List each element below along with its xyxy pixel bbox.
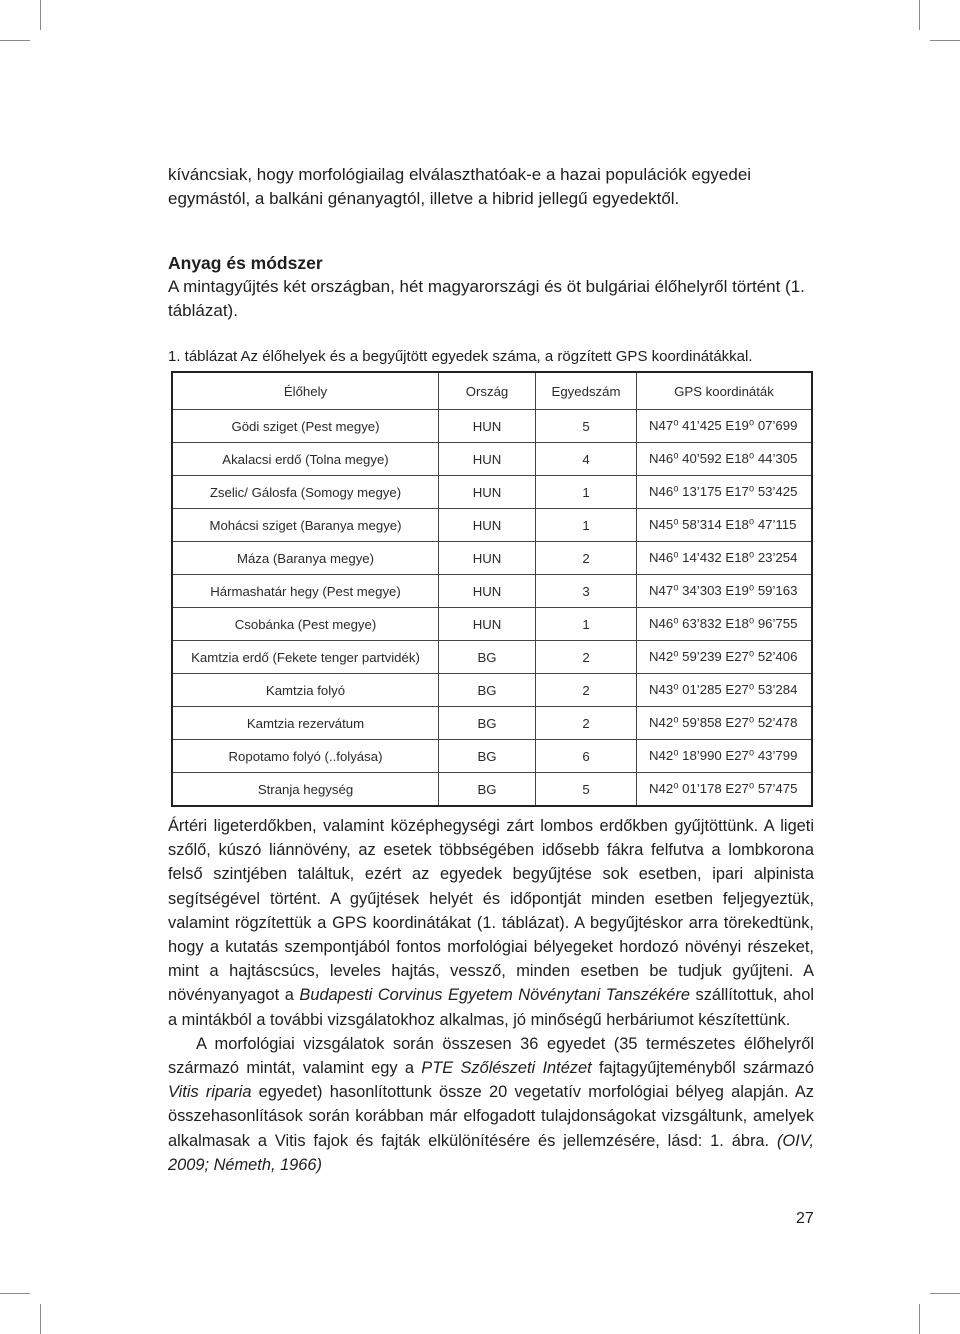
p2-italic-species: Vitis riparia bbox=[168, 1083, 252, 1102]
paragraph-morphology bbox=[168, 1032, 814, 1177]
header-count: Egyedszám bbox=[536, 372, 637, 410]
cell-site: Zselic/ Gálosfa (Somogy megye) bbox=[172, 476, 439, 509]
habitat-table bbox=[171, 371, 813, 807]
table-row bbox=[172, 410, 812, 443]
p1-italic-dept: Budapesti Corvinus Egyetem Növénytani Tanszékére bbox=[299, 986, 690, 1005]
cell-gps: N46⁰ 63’832 E18⁰ 96’755 bbox=[637, 608, 813, 641]
cell-gps: N42⁰ 59’858 E27⁰ 52’478 bbox=[637, 707, 813, 740]
table-row bbox=[172, 740, 812, 773]
cell-site: Ropotamo folyó (..folyása) bbox=[172, 740, 439, 773]
header-country: Ország bbox=[439, 372, 536, 410]
cell-country: HUN bbox=[439, 509, 536, 542]
table-header-row bbox=[172, 372, 812, 410]
crop-mark bbox=[930, 40, 960, 41]
cell-count: 5 bbox=[536, 773, 637, 807]
p2-italic-institute: PTE Szőlészeti Intézet bbox=[421, 1059, 592, 1078]
cell-gps: N42⁰ 59’239 E27⁰ 52’406 bbox=[637, 641, 813, 674]
cell-site: Csobánka (Pest megye) bbox=[172, 608, 439, 641]
cell-gps: N45⁰ 58’314 E18⁰ 47’115 bbox=[637, 509, 813, 542]
cell-gps: N42⁰ 18’990 E27⁰ 43’799 bbox=[637, 740, 813, 773]
page-number: 27 bbox=[796, 1210, 814, 1227]
cell-count: 2 bbox=[536, 707, 637, 740]
table-row bbox=[172, 575, 812, 608]
cell-site: Kamtzia erdő (Fekete tenger partvidék) bbox=[172, 641, 439, 674]
crop-mark bbox=[0, 40, 30, 41]
cell-count: 4 bbox=[536, 443, 637, 476]
cell-count: 3 bbox=[536, 575, 637, 608]
cell-count: 6 bbox=[536, 740, 637, 773]
cell-site: Hármashatár hegy (Pest megye) bbox=[172, 575, 439, 608]
table-row bbox=[172, 542, 812, 575]
p1-text-a: Ártéri ligeterdőkben, valamint középhegységi zárt lombos erdőkben gyűjtöttünk. A ligeti szőlő, kúszó liánnövény, az esetek többségében idősebb fákra felfutva a lombkorona felső szintjében találtuk, ezért az egyedek begyűjtése sok esetben, ipari alpinista segítségével történt. A gyűjtések helyét és időpontját minden esetben feljegyeztük, valamint rögzítettük a GPS koordinátákat (1. táblázat). A begyűjtéskor arra törekedtünk, hogy a kutatás szempontjából fontos morfológiai bélyegeket hordozó növényi részeket, mint a hajtáscsúcs, leveles hajtás, vessző, minden esetben be tudjuk gyűjteni. A növényanyagot a bbox=[168, 817, 814, 1005]
p2-italic-citation: (OIV, 2009; Németh, 1966) bbox=[168, 1131, 814, 1174]
cell-gps: N43⁰ 01’285 E27⁰ 53’284 bbox=[637, 674, 813, 707]
cell-site: Máza (Baranya megye) bbox=[172, 542, 439, 575]
table-row bbox=[172, 509, 812, 542]
cell-country: HUN bbox=[439, 476, 536, 509]
cell-site: Gödi sziget (Pest megye) bbox=[172, 410, 439, 443]
section-heading: Anyag és módszer bbox=[168, 253, 323, 273]
table-row bbox=[172, 476, 812, 509]
cell-gps: N46⁰ 14’432 E18⁰ 23’254 bbox=[637, 542, 813, 575]
cell-gps: N47⁰ 41’425 E19⁰ 07’699 bbox=[637, 410, 813, 443]
cell-gps: N46⁰ 40’592 E18⁰ 44’305 bbox=[637, 443, 813, 476]
cell-count: 2 bbox=[536, 674, 637, 707]
header-site: Élőhely bbox=[172, 372, 439, 410]
p2-text-b: fajtagyűjteményből származó bbox=[591, 1059, 814, 1078]
table-row bbox=[172, 443, 812, 476]
cell-count: 5 bbox=[536, 410, 637, 443]
cell-gps: N46⁰ 13’175 E17⁰ 53’425 bbox=[637, 476, 813, 509]
crop-mark bbox=[930, 1293, 960, 1294]
cell-country: BG bbox=[439, 674, 536, 707]
table-row bbox=[172, 674, 812, 707]
crop-mark bbox=[919, 1304, 920, 1334]
cell-site: Akalacsi erdő (Tolna megye) bbox=[172, 443, 439, 476]
cell-count: 2 bbox=[536, 641, 637, 674]
method-paragraph: A mintagyűjtés két országban, hét magyarországi és öt bulgáriai élőhelyről történt (1. táblázat). bbox=[168, 277, 805, 320]
crop-mark bbox=[40, 1304, 41, 1334]
cell-country: HUN bbox=[439, 542, 536, 575]
cell-site: Mohácsi sziget (Baranya megye) bbox=[172, 509, 439, 542]
cell-country: BG bbox=[439, 773, 536, 807]
cell-country: BG bbox=[439, 641, 536, 674]
header-gps: GPS koordináták bbox=[637, 372, 813, 410]
table-caption: 1. táblázat Az élőhelyek és a begyűjtött egyedek száma, a rögzített GPS koordinátákkal. bbox=[168, 348, 753, 365]
body-text bbox=[168, 814, 814, 1177]
cell-count: 1 bbox=[536, 476, 637, 509]
cell-site: Kamtzia folyó bbox=[172, 674, 439, 707]
crop-mark bbox=[0, 1293, 30, 1294]
cell-country: HUN bbox=[439, 410, 536, 443]
table-row bbox=[172, 641, 812, 674]
cell-country: HUN bbox=[439, 608, 536, 641]
crop-mark bbox=[919, 0, 920, 30]
crop-mark bbox=[40, 0, 41, 30]
cell-count: 1 bbox=[536, 608, 637, 641]
cell-country: BG bbox=[439, 740, 536, 773]
intro-paragraph: kíváncsiak, hogy morfológiailag elválaszthatóak-e a hazai populációk egyedei egymástól, a balkáni génanyagtól, illetve a hibrid jellegű egyedektől. bbox=[168, 165, 752, 208]
table-row bbox=[172, 707, 812, 740]
cell-country: BG bbox=[439, 707, 536, 740]
cell-country: HUN bbox=[439, 443, 536, 476]
table-row bbox=[172, 773, 812, 807]
p1-text-b: szállítottuk, ahol a mintákból a további vizsgálatokhoz alkalmas, jó minőségű herbáriumot készítettünk. bbox=[168, 986, 815, 1029]
p2-text-a: A morfológiai vizsgálatok során összesen 36 egyedet (35 természetes élőhelyről származó mintát, valamint egy a bbox=[168, 1034, 814, 1078]
cell-gps: N47⁰ 34’303 E19⁰ 59’163 bbox=[637, 575, 813, 608]
cell-count: 2 bbox=[536, 542, 637, 575]
cell-site: Stranja hegység bbox=[172, 773, 439, 807]
cell-gps: N42⁰ 01’178 E27⁰ 57’475 bbox=[637, 773, 813, 807]
paragraph-collection bbox=[168, 814, 814, 1032]
cell-country: HUN bbox=[439, 575, 536, 608]
table-body bbox=[172, 410, 812, 807]
table-row bbox=[172, 608, 812, 641]
cell-count: 1 bbox=[536, 509, 637, 542]
p2-text-c: egyedet) hasonlítottunk össze 20 vegetatív morfológiai bélyeg alapján. Az összehasonlítások során korábban már elfogadott tulajdonságokat vizsgáltunk, amelyek alkalmasak a Vitis fajok és fajták elkülönítésére és jellemzésére, lásd: 1. ábra. bbox=[168, 1083, 814, 1150]
cell-site: Kamtzia rezervátum bbox=[172, 707, 439, 740]
